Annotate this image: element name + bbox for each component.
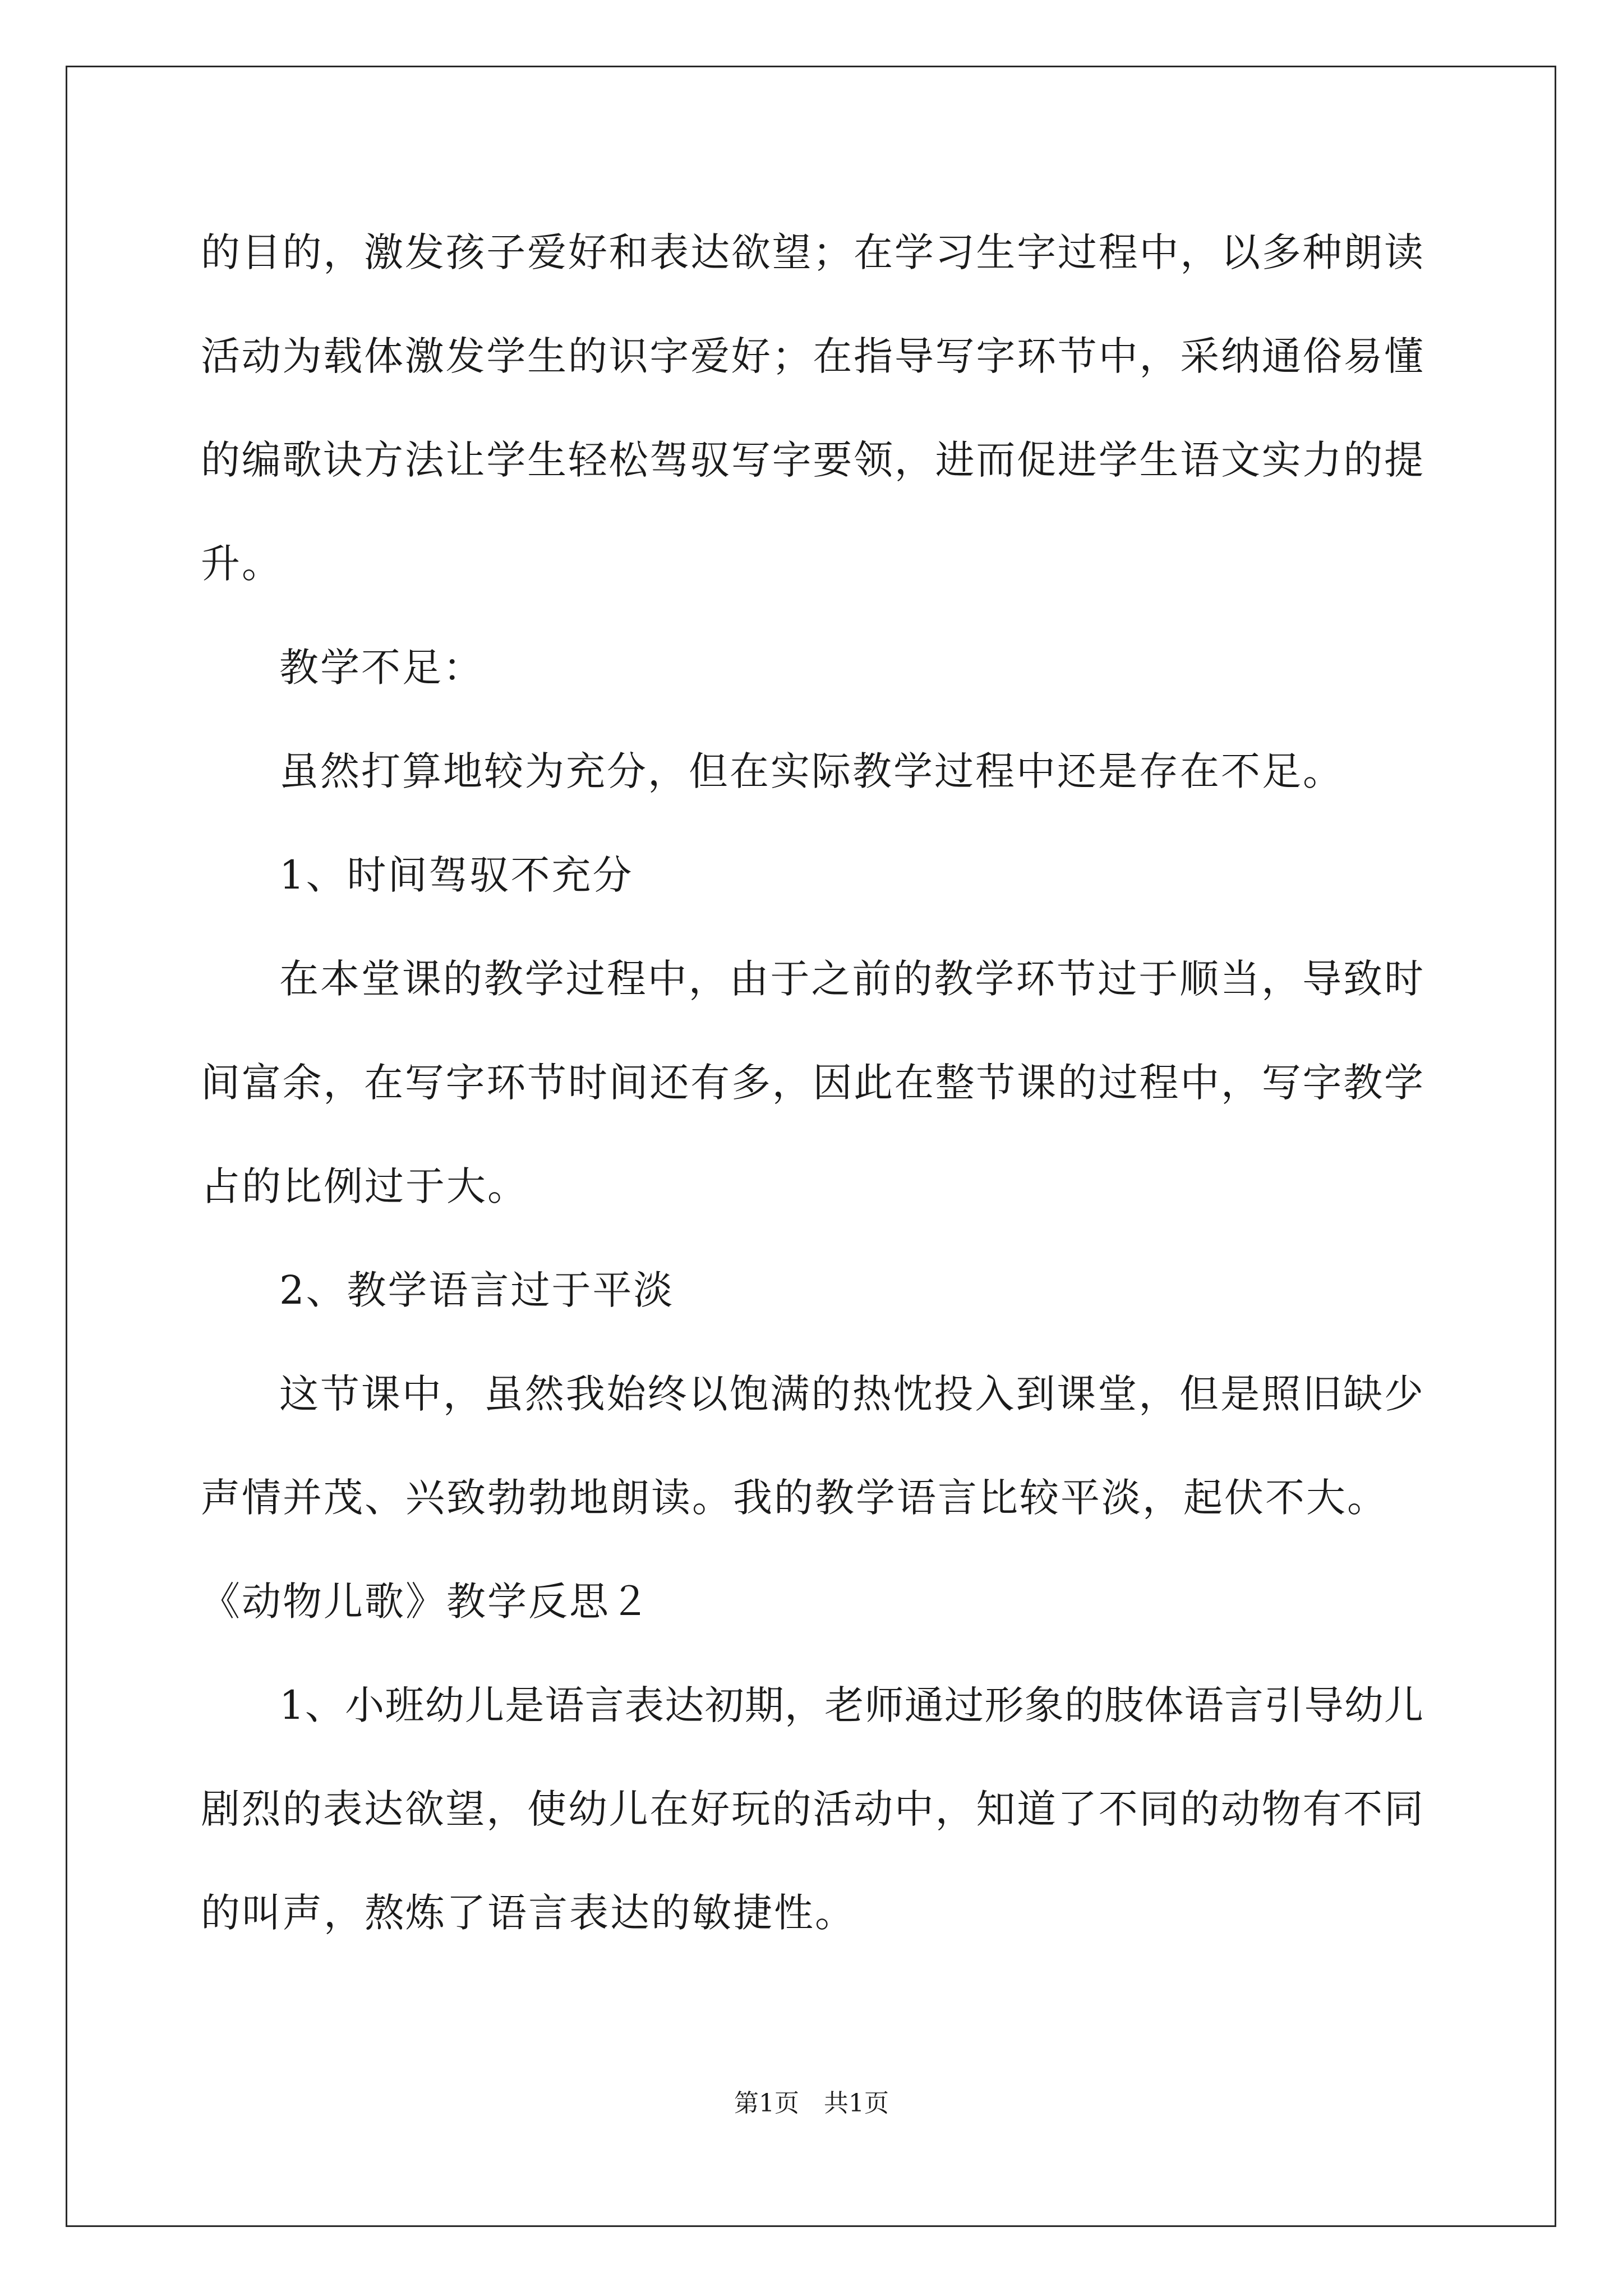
body-line: 间富余，在写字环节时间还有多，因此在整节课的过程中，写字教学 bbox=[201, 1060, 1423, 1106]
body-line: 剧烈的表达欲望，使幼儿在好玩的活动中，知道了不同的动物有不同 bbox=[201, 1786, 1423, 1832]
body-line: 升。 bbox=[201, 541, 283, 587]
body-line: 的编歌诀方法让学生轻松驾驭写字要领，进而促进学生语文实力的提 bbox=[201, 437, 1423, 483]
body-line: 声情并茂、兴致勃勃地朗读。我的教学语言比较平淡，起伏不大。 bbox=[201, 1475, 1388, 1521]
section-heading: 教学不足： bbox=[279, 645, 484, 691]
body-line: 占的比例过于大。 bbox=[201, 1163, 528, 1209]
body-line: 在本堂课的教学过程中，由于之前的教学环节过于顺当，导致时 bbox=[279, 956, 1423, 1002]
body-line: 的叫声，熬炼了语言表达的敏捷性。 bbox=[201, 1890, 856, 1936]
list-item-heading: 2、教学语言过于平淡 bbox=[279, 1267, 675, 1313]
body-line: 的目的，激发孩子爱好和表达欲望；在学习生字过程中，以多种朗读 bbox=[201, 229, 1423, 275]
body-line: 1、小班幼儿是语言表达初期，老师通过形象的肢体语言引导幼儿 bbox=[279, 1682, 1423, 1728]
body-line: 活动为载体激发学生的识字爱好；在指导写字环节中，采纳通俗易懂 bbox=[201, 333, 1423, 379]
body-line: 这节课中，虽然我始终以饱满的热忱投入到课堂，但是照旧缺少 bbox=[279, 1371, 1423, 1417]
list-item-heading: 1、时间驾驭不充分 bbox=[279, 852, 634, 898]
body-line: 虽然打算地较为充分，但在实际教学过程中还是存在不足。 bbox=[279, 748, 1344, 794]
page-footer: 第1页 共1页 bbox=[734, 2089, 889, 2118]
article-title: 《动物儿歌》教学反思２ bbox=[201, 1579, 651, 1625]
